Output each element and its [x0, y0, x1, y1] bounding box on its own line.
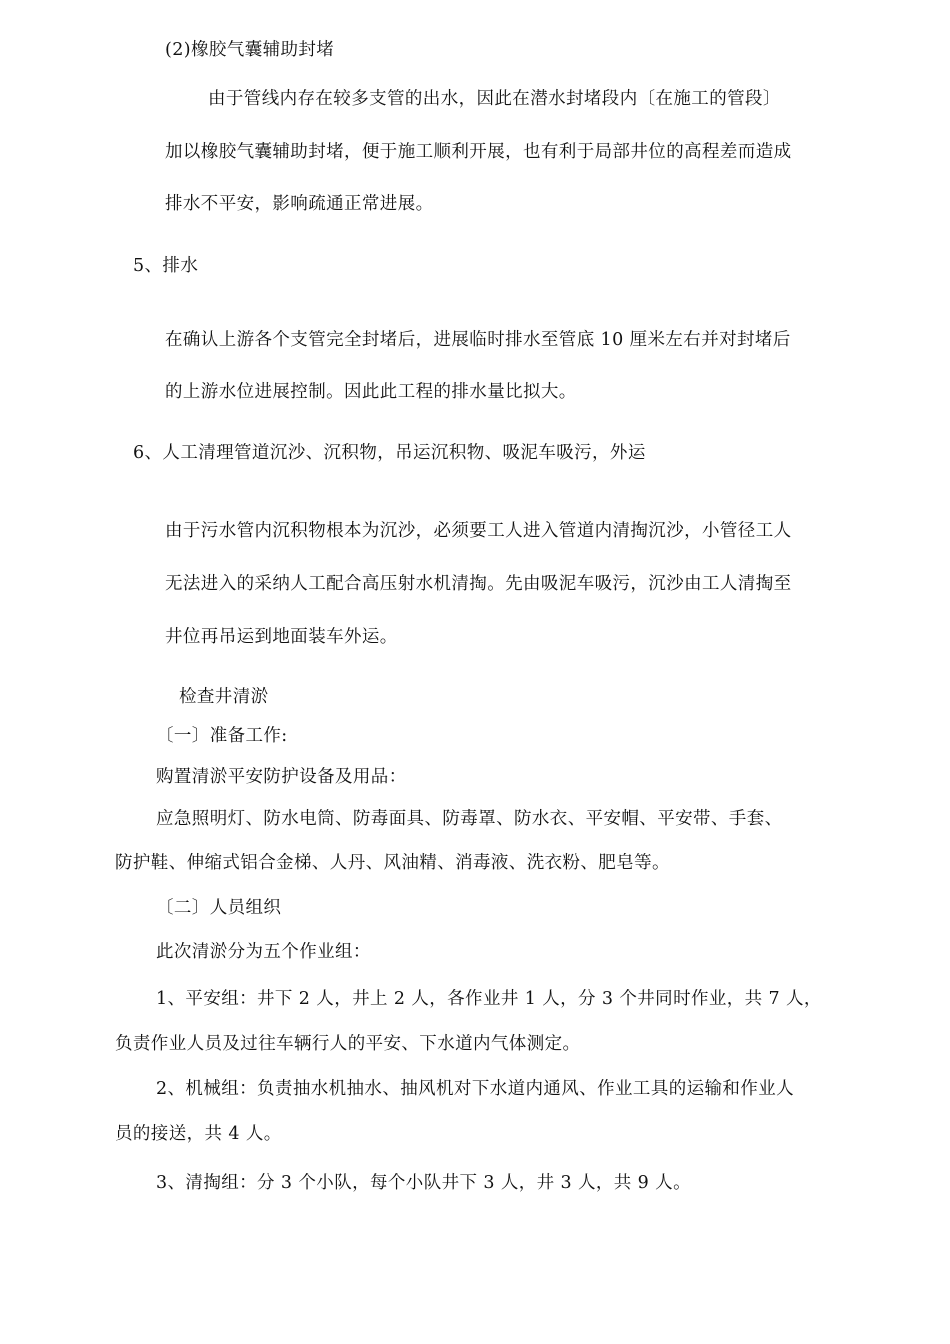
manual-cleaning-paragraph-line: 无法进入的采纳人工配合高压射水机清掏。先由吸泥车吸污，沉沙由工人清掏至 [165, 574, 792, 594]
airbag-heading: (2)橡胶气囊辅助封堵 [165, 40, 335, 60]
inspection-well-title: 检查井清淤 [179, 687, 269, 707]
preparation-heading: 〔一〕准备工作: [156, 726, 288, 746]
airbag-paragraph-line: 加以橡胶气囊辅助封堵，便于施工顺利开展，也有利于局部井位的高程差而造成 [165, 142, 792, 162]
manual-cleaning-paragraph-line: 由于污水管内沉积物根本为沉沙，必须要工人进入管道内清掏沉沙，小管径工人 [165, 521, 792, 541]
safety-group-line: 1、平安组：井下 2 人，井上 2 人，各作业井 1 人，分 3 个井同时作业，共 7 人， [156, 989, 822, 1009]
equipment-list-line: 应急照明灯、防水电筒、防毒面具、防毒罩、防水衣、平安帽、平安带、手套、 [156, 809, 783, 829]
mechanical-group-line: 员的接送，共 4 人。 [115, 1124, 282, 1144]
safety-group-line: 负责作业人员及过往车辆行人的平安、下水道内气体测定。 [115, 1034, 581, 1054]
personnel-intro: 此次清淤分为五个作业组： [156, 942, 371, 962]
mechanical-group-line: 2、机械组：负责抽水机抽水、抽风机对下水道内通风、作业工具的运输和作业人 [156, 1079, 795, 1099]
manual-cleaning-heading: 6、人工清理管道沉沙、沉积物，吊运沉积物、吸泥车吸污，外运 [133, 443, 646, 463]
drainage-heading: 5、排水 [133, 256, 199, 276]
personnel-heading: 〔二〕人员组织 [156, 898, 282, 918]
airbag-paragraph-line: 排水不平安，影响疏通正常进展。 [165, 194, 434, 214]
drainage-paragraph-line: 的上游水位进展控制。因此此工程的排水量比拟大。 [165, 382, 577, 402]
cleaning-group-line: 3、清掏组：分 3 个小队，每个小队井下 3 人，井 3 人，共 9 人。 [156, 1173, 691, 1193]
airbag-paragraph-line: 由于管线内存在较多支管的出水，因此在潜水封堵段内〔在施工的管段〕 [208, 89, 781, 109]
equipment-list-line: 防护鞋、伸缩式铝合金梯、人丹、风油精、消毒液、洗衣粉、肥皂等。 [115, 853, 670, 873]
drainage-paragraph-line: 在确认上游各个支管完全封堵后，进展临时排水至管底 10 厘米左右并对封堵后 [165, 330, 791, 350]
manual-cleaning-paragraph-line: 井位再吊运到地面装车外运。 [165, 627, 398, 647]
purchase-line: 购置清淤平安防护设备及用品： [156, 767, 407, 787]
